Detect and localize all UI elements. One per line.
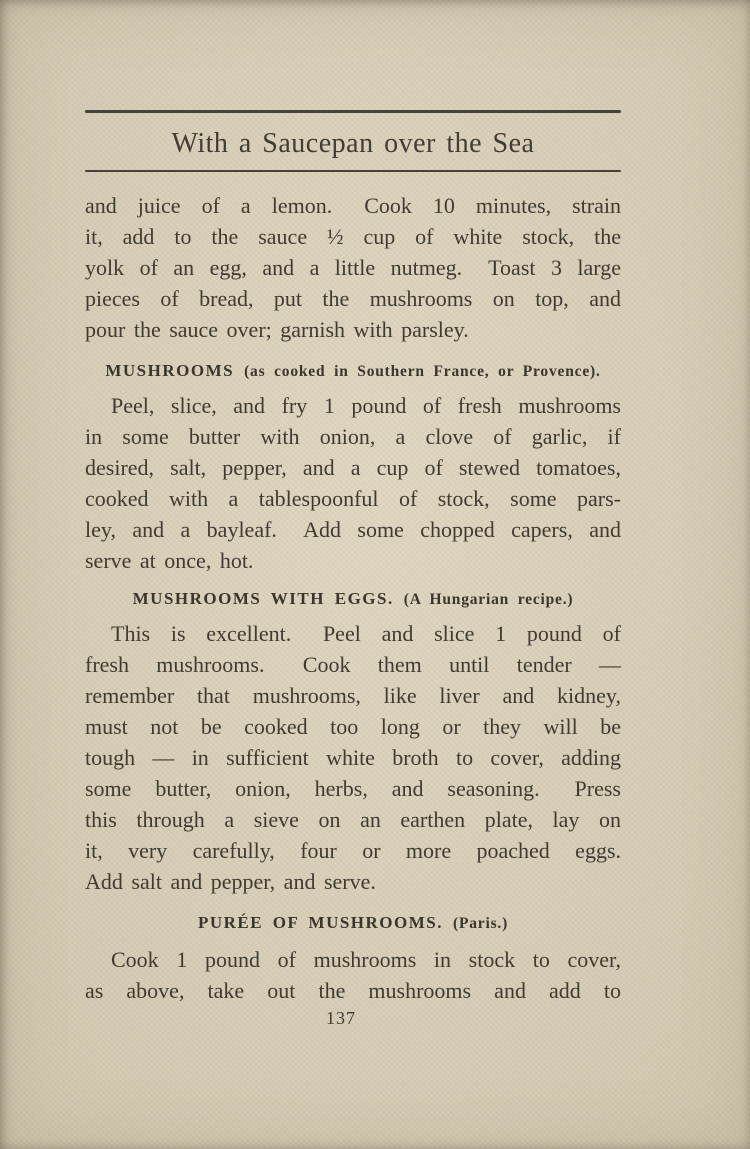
text-line: must not be cooked too long or they will be — [85, 714, 621, 739]
text-line: as above, take out the mushrooms and add to — [85, 978, 621, 1003]
running-title: With a Saucepan over the Sea — [171, 128, 535, 159]
recipe-heading — [85, 589, 621, 610]
text-line: this through a sieve on an earthen plate, lay on — [85, 807, 621, 832]
paragraph — [85, 190, 621, 345]
text-line: and juice of a lemon. Cook 10 minutes, strain — [85, 193, 621, 218]
text-line: it, very carefully, four or more poached eggs. — [85, 838, 621, 863]
paragraph — [85, 390, 621, 576]
text-line: pour the sauce over; garnish with parsley. — [85, 317, 469, 342]
text-line: some butter, onion, herbs, and seasoning. Press — [85, 776, 621, 801]
paragraph — [85, 944, 621, 1006]
text-line: Peel, slice, and fry 1 pound of fresh mushrooms — [111, 393, 621, 418]
text-line: fresh mushrooms. Cook them until tender — — [85, 652, 621, 677]
heading-note: (as cooked in Southern France, or Provence). — [244, 363, 601, 380]
page-number: 137 — [326, 1008, 356, 1028]
header-rule-bottom — [85, 170, 621, 172]
text-line: Cook 1 pound of mushrooms in stock to cover, — [111, 947, 621, 972]
text-line: in some butter with onion, a clove of garlic, if — [85, 424, 621, 449]
text-line: Add salt and pepper, and serve. — [85, 869, 376, 894]
heading-title: MUSHROOMS — [105, 361, 235, 380]
text-line: tough — in sufficient white broth to cover, adding — [85, 745, 621, 770]
text-line: cooked with a tablespoonful of stock, some pars- — [85, 486, 621, 511]
text-line: This is excellent. Peel and slice 1 pound of — [111, 621, 621, 646]
paragraph — [85, 618, 621, 897]
text-line: remember that mushrooms, like liver and kidney, — [85, 683, 621, 708]
header-rule-top — [85, 110, 621, 113]
text-line: pieces of bread, put the mushrooms on top, and — [85, 286, 621, 311]
text-line: ley, and a bayleaf. Add some chopped capers, and — [85, 517, 621, 542]
text-line: serve at once, hot. — [85, 548, 254, 573]
recipe-heading — [85, 361, 621, 382]
heading-title: PURÉE OF MUSHROOMS. — [197, 913, 444, 932]
heading-title: MUSHROOMS WITH EGGS. — [132, 589, 394, 608]
text-line: it, add to the sauce ½ cup of white stock, the — [85, 224, 621, 249]
recipe-heading — [85, 913, 621, 934]
text-line: yolk of an egg, and a little nutmeg. Toast 3 large — [85, 255, 621, 280]
heading-note: (A Hungarian recipe.) — [403, 591, 574, 608]
heading-note: (Paris.) — [453, 915, 509, 932]
text-line: desired, salt, pepper, and a cup of stewed tomatoes, — [85, 455, 621, 480]
